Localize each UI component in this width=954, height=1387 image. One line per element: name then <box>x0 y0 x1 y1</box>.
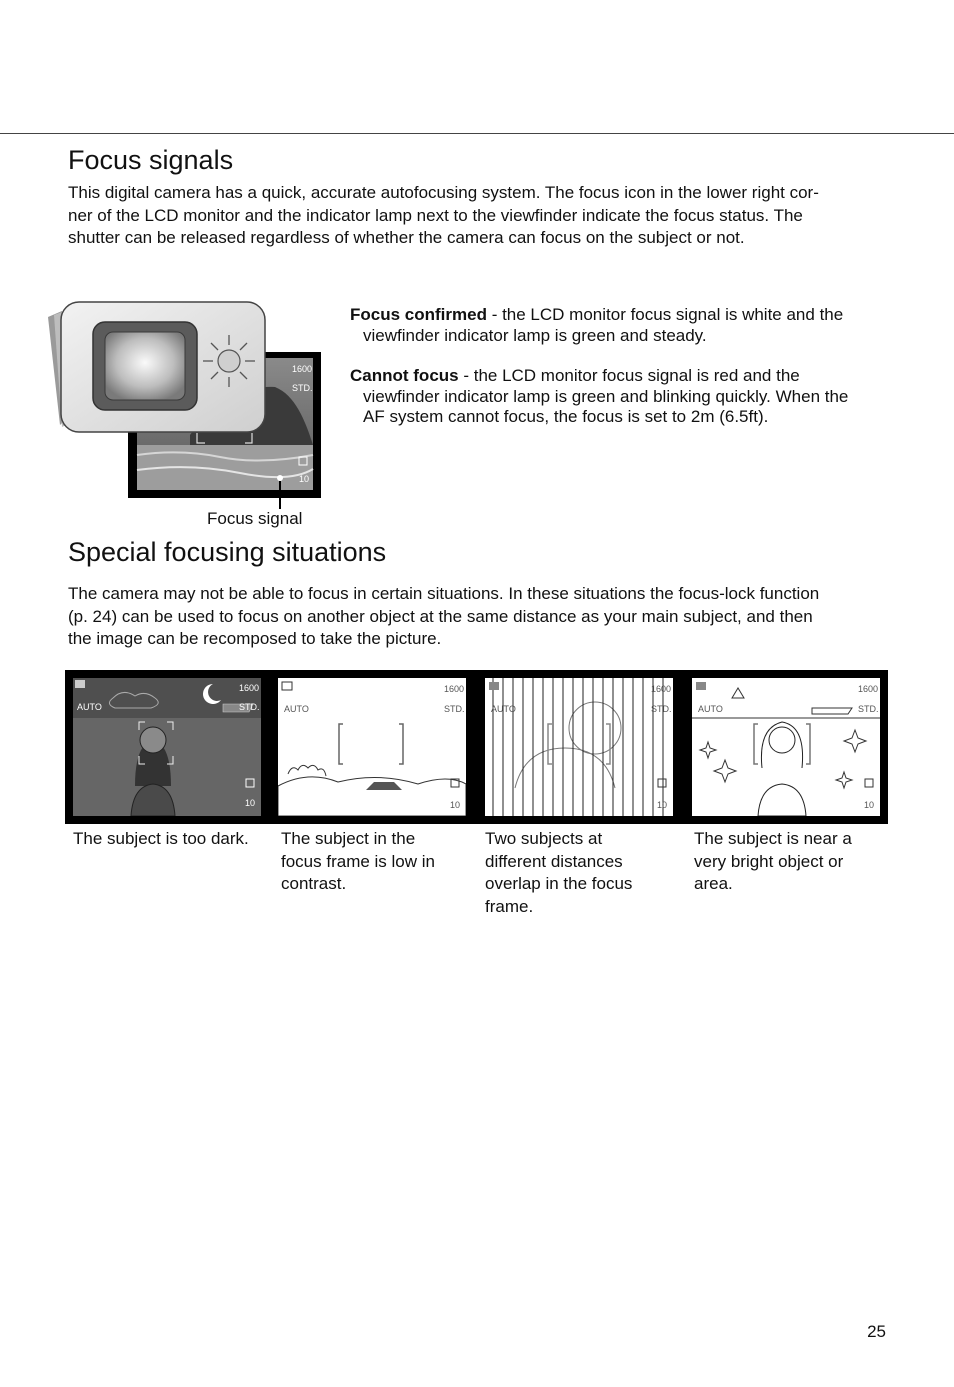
svg-text:AUTO: AUTO <box>698 704 723 714</box>
example-overlapping-subjects <box>485 678 673 816</box>
section-title-focus-signals: Focus signals <box>68 145 234 175</box>
header-rule <box>0 133 954 134</box>
svg-text:AUTO: AUTO <box>284 704 309 714</box>
example-low-contrast <box>278 678 466 816</box>
special-focusing-intro: The camera may not be able to focus in certain situations. In these situations the focus-lock function (p. 24) can be used to focus on another object at the same distance as your main subject, and then the image can be recomposed to take the picture. <box>68 584 820 648</box>
focus-signals-intro: This digital camera has a quick, accurate autofocusing system. The focus icon in the lower right cor- ner of the LCD monitor and the indicator lamp next to the viewfinder indicate the focus status. The shutter can be released regardless of whether the camera can focus on the subject or not. <box>68 183 819 247</box>
svg-text:STD.: STD. <box>444 704 465 714</box>
focus-signal-label: Focus signal <box>207 509 303 528</box>
caption-overlapping: Two subjects at different distances overlap in the focus frame. <box>485 829 633 916</box>
svg-text:1600: 1600 <box>651 684 672 694</box>
lcd-focus-signal-icon <box>277 475 283 481</box>
svg-text:10: 10 <box>864 800 875 810</box>
svg-text:1600: 1600 <box>239 683 260 693</box>
viewfinder-lcd-illustration <box>40 295 330 535</box>
svg-text:10: 10 <box>657 800 668 810</box>
svg-text:STD.: STD. <box>858 704 879 714</box>
term-cannot-focus: Cannot focus <box>350 366 459 385</box>
svg-text:1600: 1600 <box>858 684 879 694</box>
caption-low-contrast: The subject in the focus frame is low in contrast. <box>281 829 435 893</box>
lcd-frames: 10 <box>299 474 310 484</box>
svg-text:10: 10 <box>245 798 256 808</box>
caption-bright-object: The subject is near a very bright object or area. <box>694 829 852 893</box>
definition-focus-confirmed: Focus confirmed - the LCD monitor focus signal is white and the viewfinder indicator lamp is green and steady. <box>350 305 844 345</box>
term-focus-confirmed: Focus confirmed <box>350 305 487 324</box>
svg-text:10: 10 <box>450 800 461 810</box>
section-title-special-focusing: Special focusing situations <box>68 537 387 567</box>
svg-text:AUTO: AUTO <box>77 702 102 712</box>
lcd-resolution: 1600 <box>292 364 313 374</box>
example-too-dark <box>73 678 261 816</box>
svg-text:STD.: STD. <box>651 704 672 714</box>
definition-cannot-focus: Cannot focus - the LCD monitor focus signal is red and the viewfinder indicator lamp is green and blinking quickly. When the AF system cannot focus, the focus is set to 2m (6.5ft). <box>350 366 849 426</box>
page-number: 25 <box>867 1322 886 1341</box>
example-bright-object <box>692 678 880 816</box>
svg-text:STD.: STD. <box>239 702 260 712</box>
lcd-quality: STD. <box>292 383 313 393</box>
caption-too-dark: The subject is too dark. <box>73 829 249 848</box>
svg-text:AUTO: AUTO <box>491 704 516 714</box>
svg-text:1600: 1600 <box>444 684 465 694</box>
